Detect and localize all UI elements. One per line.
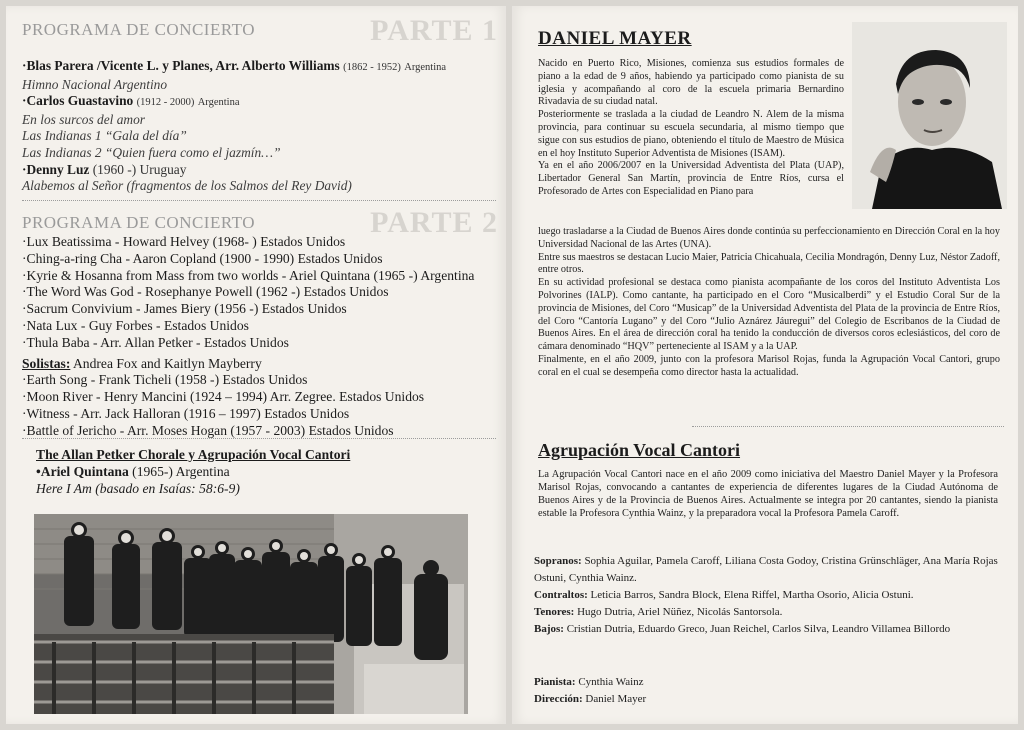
program1-title: PROGRAMA DE CONCIERTO — [22, 20, 256, 39]
list-item: ·Moon River - Henry Mancini (1924 – 1994) Arr. Zegree. Estados Unidos — [22, 389, 425, 405]
list-item: Las Indianas 1 “Gala del día” — [22, 128, 187, 144]
bio-paragraph: Finalmente, en el año 2009, junto con la profesora Marisol Rojas, funda la Agrupación Vocal Cantori, grupo coral en el cual se desempeña como director hasta la actualidad. — [538, 353, 1000, 378]
portrait-image — [852, 22, 1007, 209]
list-item: Here I Am (basado en Isaías: 58:6-9) — [36, 481, 240, 496]
members-list — [534, 553, 1000, 638]
divider — [22, 438, 496, 439]
bio-paragraph: Nacido en Puerto Rico, Misiones, comienza sus estudios formales de piano a la edad de 9 años, habiendo ya participado como pianista de su iglesia y acompañando al coro de la escuela primaria Bernardino Rivadavia de su ciudad natal. — [538, 58, 844, 108]
list-item: Dirección: Daniel Mayer — [534, 693, 647, 705]
program2-title: PROGRAMA DE CONCIERTO — [22, 213, 256, 232]
list-item: ·Lux Beatissima - Howard Helvey (1968- ) Estados Unidos — [22, 234, 346, 249]
program1-part: PARTE 1 — [370, 14, 498, 47]
list-item: En los surcos del amor — [22, 111, 145, 127]
program1-list — [22, 58, 500, 195]
list-item: ·Earth Song - Frank Ticheli (1958 -) Estados Unidos — [22, 372, 308, 388]
list-item: ·Thula Baba - Arr. Allan Petker - Estados Unidos — [22, 334, 289, 350]
chorale-block — [36, 446, 496, 497]
solistas: Solistas: Andrea Fox and Kaitlyn Mayberry — [22, 355, 262, 371]
list-item: Alabemos al Señor (fragmentos de los Salmos del Rey David) — [22, 178, 352, 194]
list-item: Himno Nacional Argentino — [22, 76, 168, 92]
choir-photo — [34, 514, 468, 714]
list-item: ·Battle of Jericho - Arr. Moses Hogan (1957 - 2003) Estados Unidos — [22, 422, 394, 438]
chorale-heading: The Allan Petker Chorale y Agrupación Vocal Cantori — [36, 447, 351, 462]
director-name: DANIEL MAYER — [538, 28, 692, 49]
program2-part: PARTE 2 — [370, 206, 498, 239]
list-item: Las Indianas 2 “Quien fuera como el jazmín…” — [22, 144, 281, 160]
divider — [22, 200, 496, 201]
list-item: Contraltos: Leticia Barros, Sandra Block, Elena Riffel, Martha Osorio, Alicia Ostuni. — [534, 589, 914, 601]
ensemble-title: Agrupación Vocal Cantori — [538, 440, 741, 460]
bio-intro — [538, 58, 844, 199]
bio-continued — [538, 226, 1000, 380]
list-item: ·The Word Was God - Rosephanye Powell (1962 -) Estados Unidos — [22, 284, 389, 300]
list-item: Bajos: Cristian Dutria, Eduardo Greco, Juan Reichel, Carlos Silva, Leandro Villamea Billordo — [534, 623, 951, 635]
list-item: ·Blas Parera /Vicente L. y Planes, Arr. Alberto Williams (1862 - 1952) Argentina — [22, 58, 447, 73]
divider — [692, 426, 1004, 427]
ensemble-description: La Agrupación Vocal Cantori nace en el año 2009 como iniciativa del Maestro Daniel Mayer y la Profesora Marisol Rojas, convocando a cantantes de experiencia de diferentes lugares de la Ciudad Autónoma de Buenos Aires y de la Provincia de Buenos Aires. Actualmente se integra por 20 cantantes, siendo la pianista estable la Profesora Cynthia Wainz, y la preparadora vocal la Profesora Pamela Caroff. — [538, 469, 998, 519]
staff-list — [534, 674, 646, 708]
list-item: ·Nata Lux - Guy Forbes - Estados Unidos — [22, 317, 249, 333]
list-item: ·Carlos Guastavino (1912 - 2000) Argentina — [22, 93, 240, 109]
list-item: Pianista: Cynthia Wainz — [534, 676, 644, 688]
director-portrait — [852, 22, 1007, 209]
list-item: ·Ching-a-ring Cha - Aaron Copland (1900 - 1990) Estados Unidos — [22, 250, 383, 266]
list-item: ·Witness - Arr. Jack Halloran (1916 – 1997) Estados Unidos — [22, 405, 350, 421]
choir-photo-image — [34, 514, 468, 714]
bio-paragraph: Ya en el año 2006/2007 en la Universidad Adventista del Plata (UAP), Libertador General San Martín, provincia de Entre Ríos, cursa el Profesorado de Artes con Especialidad en Piano para — [538, 160, 844, 197]
list-item: ·Kyrie & Hosanna from Mass from two worlds - Ariel Quintana (1965 -) Argentina — [22, 267, 475, 283]
right-page — [512, 6, 1018, 724]
list-item: Sopranos: Sophia Aguilar, Pamela Caroff, Liliana Costa Godoy, Cristina Grünschläger, Ana María Rojas Ostuni, Cynthia Wainz. — [534, 555, 998, 584]
list-item: ·Sacrum Convivium - James Biery (1956 -) Estados Unidos — [22, 301, 347, 317]
bio-paragraph: Entre sus maestros se destacan Lucio Maier, Patricia Chicahuala, Cecilia Mondragón, Denny Luz, Néstor Zadoff, entre otros. — [538, 251, 1000, 276]
bio-paragraph: Posteriormente se traslada a la ciudad de Leandro N. Alem de la misma provincia, para continuar su escuela secundaria, al mismo tiempo que sigue con sus estudios de piano, obteniendo el título de Maestro de Música en el hoy Instituto Superior Adventista de Misiones (ISAM). — [538, 109, 844, 159]
list-item: ·Denny Luz (1960 -) Uruguay — [22, 161, 187, 177]
list-item: •Ariel Quintana (1965-) Argentina — [36, 464, 230, 479]
bio-paragraph: En su actividad profesional se destaca como pianista acompañante de los coros del Instituto Adventista Los Polvorines (IALP). Como cantante, ha participado en el Coro “Musicalberdi” y el Estudio Coral Sur de la provincia de Misiones, del Coro “Musicap” de la Universidad Adventista del Plata de la provincia de Entre Ríos, del Coro “Cantoría Lugano” y del Coro “Julio Aznárez Jáuregui” del Colegio de Escribanos de la Ciudad de Buenos Aires. En el área de dirección coral ha tenido la conducción de diversos coros eclesiásticos, del coro de cámara denominado “HQV” perteneciente al ISAM y a la UAP. — [538, 277, 1000, 353]
list-item: Tenores: Hugo Dutria, Ariel Nüñez, Nicolás Santorsola. — [534, 606, 783, 618]
left-page — [6, 6, 506, 724]
program2-list — [22, 234, 500, 440]
bio-paragraph: luego trasladarse a la Ciudad de Buenos Aires donde continúa su perfeccionamiento en Dirección Coral en la hoy Universidad Nacional de las Artes (UNA). — [538, 226, 1000, 250]
